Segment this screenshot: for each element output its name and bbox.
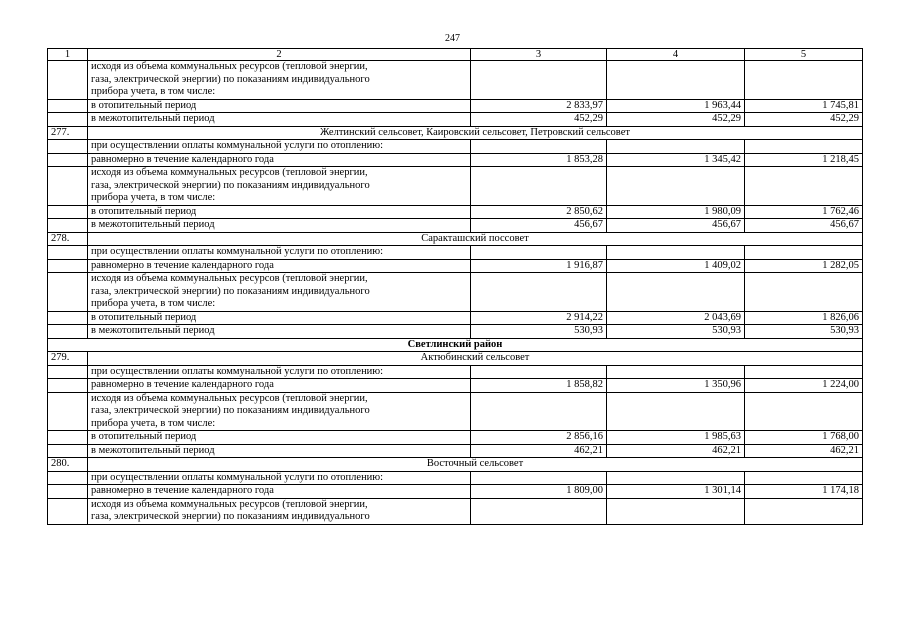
description-line: в отопительный период bbox=[91, 431, 197, 442]
value-col-5: 530,93 bbox=[745, 325, 863, 339]
description-line: в отопительный период bbox=[91, 311, 197, 323]
value-col-4: 456,67 bbox=[607, 219, 745, 233]
row-number-cell bbox=[48, 392, 88, 431]
value-col-3: 2 914,22 bbox=[471, 311, 607, 325]
description-line: исходя из объема коммунальных ресурсов (тепловой энергии, bbox=[91, 167, 368, 178]
row-number-cell bbox=[48, 246, 88, 260]
value-col-3: 462,21 bbox=[471, 444, 607, 458]
row-number: 277. bbox=[48, 126, 88, 140]
description-line: исходя из объема коммунальных ресурсов (тепловой энергии, bbox=[91, 273, 368, 284]
value-col-3: 530,93 bbox=[471, 325, 607, 339]
value-col-5 bbox=[745, 498, 863, 524]
value-col-5 bbox=[745, 167, 863, 206]
description-line: при осуществлении оплаты коммунальной услуги по отоплению: bbox=[91, 471, 384, 483]
table-row bbox=[48, 61, 863, 100]
row-number-cell bbox=[48, 153, 88, 167]
value-col-4: 1 963,44 bbox=[607, 99, 745, 113]
value-col-3: 452,29 bbox=[471, 113, 607, 127]
tariff-table bbox=[47, 48, 863, 525]
value-col-3: 1 809,00 bbox=[471, 485, 607, 499]
value-col-5 bbox=[745, 471, 863, 485]
table-row bbox=[48, 140, 863, 154]
row-description bbox=[88, 205, 471, 219]
table-row bbox=[48, 219, 863, 233]
description-line: прибора учета, в том числе: bbox=[91, 192, 216, 203]
row-number-cell bbox=[48, 61, 88, 100]
table-row bbox=[48, 379, 863, 393]
value-col-5 bbox=[745, 61, 863, 100]
row-number-cell bbox=[48, 471, 88, 485]
description-line: исходя из объема коммунальных ресурсов (тепловой энергии, bbox=[91, 392, 368, 404]
value-col-5: 1 768,00 bbox=[745, 431, 863, 445]
value-col-4: 1 980,09 bbox=[607, 205, 745, 219]
table-row bbox=[48, 205, 863, 219]
value-col-3 bbox=[471, 61, 607, 100]
row-description bbox=[88, 485, 471, 499]
value-col-4 bbox=[607, 61, 745, 100]
row-description bbox=[88, 99, 471, 113]
description-line: газа, электрической энергии) по показаниям индивидуального bbox=[91, 405, 370, 416]
description-line: газа, электрической энергии) по показаниям индивидуального bbox=[91, 511, 370, 522]
value-col-3: 1 858,82 bbox=[471, 379, 607, 393]
value-col-3: 1 916,87 bbox=[471, 259, 607, 273]
value-col-5 bbox=[745, 246, 863, 260]
row-number-cell bbox=[48, 273, 88, 312]
row-number: 279. bbox=[48, 352, 88, 366]
column-header-5: 5 bbox=[745, 49, 863, 61]
column-header-row bbox=[48, 49, 863, 61]
value-col-4 bbox=[607, 365, 745, 379]
description-line: при осуществлении оплаты коммунальной услуги по отоплению: bbox=[91, 246, 384, 257]
value-col-5: 1 218,45 bbox=[745, 153, 863, 167]
row-description bbox=[88, 498, 471, 524]
row-number-cell bbox=[48, 485, 88, 499]
table-row bbox=[48, 153, 863, 167]
value-col-3: 2 833,97 bbox=[471, 99, 607, 113]
value-col-4: 1 345,42 bbox=[607, 153, 745, 167]
description-line: в межотопительный период bbox=[91, 444, 215, 456]
row-description bbox=[88, 325, 471, 339]
description-line: прибора учета, в том числе: bbox=[91, 86, 216, 97]
value-col-3 bbox=[471, 273, 607, 312]
district-name: Светлинский район bbox=[48, 338, 863, 352]
row-number: 280. bbox=[48, 458, 88, 472]
settlement-name: Актюбинский сельсовет bbox=[88, 352, 863, 366]
description-line: прибора учета, в том числе: bbox=[91, 298, 216, 309]
table-row bbox=[48, 431, 863, 445]
value-col-5: 462,21 bbox=[745, 444, 863, 458]
description-line: равномерно в течение календарного года bbox=[91, 379, 274, 390]
value-col-5: 1 745,81 bbox=[745, 99, 863, 113]
value-col-5 bbox=[745, 273, 863, 312]
row-description bbox=[88, 273, 471, 312]
row-number-cell bbox=[48, 444, 88, 458]
row-description bbox=[88, 311, 471, 325]
description-line: в межотопительный период bbox=[91, 325, 215, 336]
value-col-3 bbox=[471, 498, 607, 524]
table-row bbox=[48, 259, 863, 273]
description-line: в отопительный период bbox=[91, 99, 197, 111]
description-line: в межотопительный период bbox=[91, 113, 215, 124]
district-row bbox=[48, 338, 863, 352]
row-number-cell bbox=[48, 498, 88, 524]
row-number-cell bbox=[48, 365, 88, 379]
value-col-5 bbox=[745, 365, 863, 379]
description-line: газа, электрической энергии) по показаниям индивидуального bbox=[91, 179, 370, 191]
settlement-row bbox=[48, 126, 863, 140]
row-description bbox=[88, 259, 471, 273]
row-number-cell bbox=[48, 99, 88, 113]
value-col-4 bbox=[607, 167, 745, 206]
table-row bbox=[48, 365, 863, 379]
description-line: исходя из объема коммунальных ресурсов (тепловой энергии, bbox=[91, 498, 368, 510]
description-line: равномерно в течение календарного года bbox=[91, 259, 274, 271]
settlement-name: Восточный сельсовет bbox=[88, 458, 863, 472]
value-col-3: 1 853,28 bbox=[471, 153, 607, 167]
row-number-cell bbox=[48, 259, 88, 273]
row-description bbox=[88, 167, 471, 206]
row-number-cell bbox=[48, 431, 88, 445]
table-row bbox=[48, 246, 863, 260]
row-description bbox=[88, 471, 471, 485]
table-row bbox=[48, 167, 863, 206]
value-col-5: 1 826,06 bbox=[745, 311, 863, 325]
value-col-3 bbox=[471, 246, 607, 260]
description-line: прибора учета, в том числе: bbox=[91, 417, 216, 429]
value-col-4: 2 043,69 bbox=[607, 311, 745, 325]
row-description bbox=[88, 219, 471, 233]
column-header-1: 1 bbox=[48, 49, 88, 61]
row-description bbox=[88, 113, 471, 127]
value-col-4 bbox=[607, 273, 745, 312]
value-col-3 bbox=[471, 140, 607, 154]
value-col-4 bbox=[607, 498, 745, 524]
column-header-3: 3 bbox=[471, 49, 607, 61]
value-col-3: 2 856,16 bbox=[471, 431, 607, 445]
value-col-4: 462,21 bbox=[607, 444, 745, 458]
row-description bbox=[88, 61, 471, 100]
value-col-3 bbox=[471, 471, 607, 485]
row-description bbox=[88, 246, 471, 260]
value-col-3 bbox=[471, 392, 607, 431]
value-col-4 bbox=[607, 140, 745, 154]
description-line: в отопительный период bbox=[91, 205, 197, 217]
row-description bbox=[88, 379, 471, 393]
value-col-3: 456,67 bbox=[471, 219, 607, 233]
value-col-3 bbox=[471, 167, 607, 206]
value-col-3 bbox=[471, 365, 607, 379]
value-col-4 bbox=[607, 471, 745, 485]
row-number-cell bbox=[48, 140, 88, 154]
row-number-cell bbox=[48, 379, 88, 393]
table-row bbox=[48, 113, 863, 127]
table-row bbox=[48, 311, 863, 325]
row-number-cell bbox=[48, 311, 88, 325]
description-line: равномерно в течение календарного года bbox=[91, 485, 274, 496]
table-row bbox=[48, 485, 863, 499]
value-col-4: 1 409,02 bbox=[607, 259, 745, 273]
column-header-4: 4 bbox=[607, 49, 745, 61]
table-body bbox=[48, 61, 863, 525]
value-col-5: 1 224,00 bbox=[745, 379, 863, 393]
row-number-cell bbox=[48, 219, 88, 233]
description-line: равномерно в течение календарного года bbox=[91, 153, 274, 165]
value-col-4: 530,93 bbox=[607, 325, 745, 339]
value-col-4 bbox=[607, 392, 745, 431]
table-row bbox=[48, 444, 863, 458]
row-description bbox=[88, 153, 471, 167]
row-description bbox=[88, 365, 471, 379]
row-number-cell bbox=[48, 205, 88, 219]
value-col-5 bbox=[745, 392, 863, 431]
value-col-5: 1 762,46 bbox=[745, 205, 863, 219]
settlement-row bbox=[48, 232, 863, 246]
value-col-4: 452,29 bbox=[607, 113, 745, 127]
table-row bbox=[48, 498, 863, 524]
value-col-5 bbox=[745, 140, 863, 154]
settlement-row bbox=[48, 352, 863, 366]
value-col-4: 1 350,96 bbox=[607, 379, 745, 393]
description-line: при осуществлении оплаты коммунальной услуги по отоплению: bbox=[91, 140, 384, 151]
column-header-2: 2 bbox=[88, 49, 471, 61]
row-number-cell bbox=[48, 167, 88, 206]
settlement-name: Саракташский поссовет bbox=[88, 232, 863, 246]
value-col-5: 1 282,05 bbox=[745, 259, 863, 273]
value-col-4: 1 985,63 bbox=[607, 431, 745, 445]
value-col-4 bbox=[607, 246, 745, 260]
page-number: 247 bbox=[445, 33, 460, 44]
row-number: 278. bbox=[48, 232, 88, 246]
description-line: газа, электрической энергии) по показаниям индивидуального bbox=[91, 285, 370, 297]
table-row bbox=[48, 325, 863, 339]
row-number-cell bbox=[48, 325, 88, 339]
settlement-row bbox=[48, 458, 863, 472]
row-description bbox=[88, 431, 471, 445]
row-description bbox=[88, 392, 471, 431]
table-row bbox=[48, 273, 863, 312]
description-line: в межотопительный период bbox=[91, 219, 215, 230]
value-col-5: 456,67 bbox=[745, 219, 863, 233]
value-col-5: 452,29 bbox=[745, 113, 863, 127]
description-line: при осуществлении оплаты коммунальной услуги по отоплению: bbox=[91, 365, 384, 377]
table-row bbox=[48, 392, 863, 431]
row-description bbox=[88, 140, 471, 154]
description-line: исходя из объема коммунальных ресурсов (тепловой энергии, bbox=[91, 61, 368, 72]
description-line: газа, электрической энергии) по показаниям индивидуального bbox=[91, 73, 370, 85]
value-col-3: 2 850,62 bbox=[471, 205, 607, 219]
table-row bbox=[48, 471, 863, 485]
settlement-name: Желтинский сельсовет, Каировский сельсовет, Петровский сельсовет bbox=[88, 126, 863, 140]
value-col-5: 1 174,18 bbox=[745, 485, 863, 499]
row-description bbox=[88, 444, 471, 458]
value-col-4: 1 301,14 bbox=[607, 485, 745, 499]
row-number-cell bbox=[48, 113, 88, 127]
table-row bbox=[48, 99, 863, 113]
